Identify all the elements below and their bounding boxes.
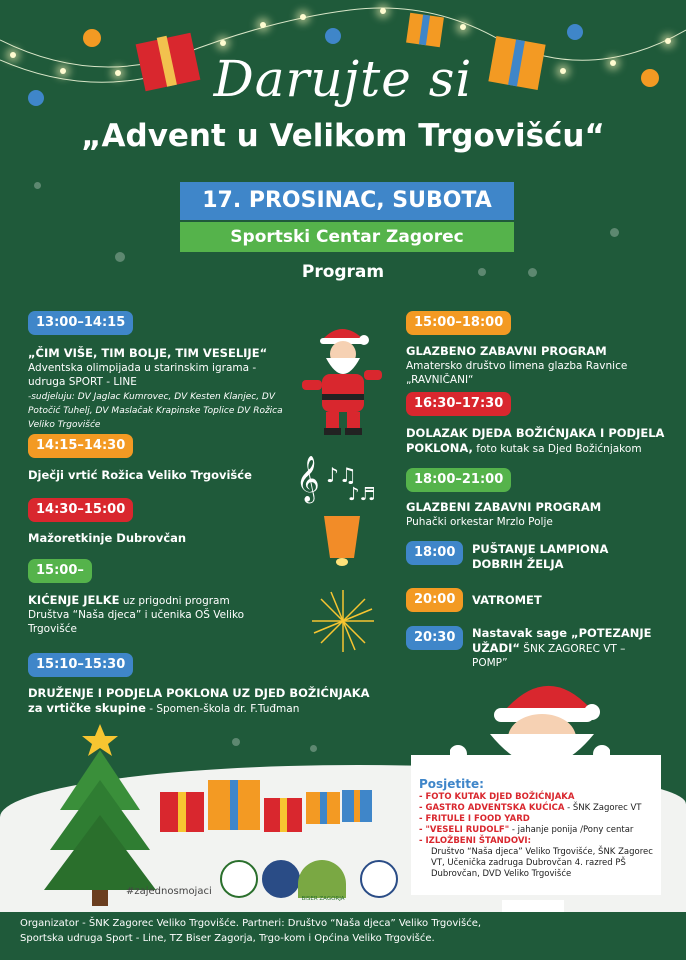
event-title: GLAZBENI ZABAVNI PROGRAM [406, 500, 602, 514]
hashtag: #zajednosmojaci [126, 886, 212, 897]
event-title: Dječji vrtić Rožica Veliko Trgovišće [28, 468, 252, 482]
event-title: Mažoretkinje Dubrovčan [28, 531, 187, 545]
event-desc: foto kutak sa Djed Božićnjakom [472, 443, 642, 455]
event-item [472, 542, 622, 572]
time-badge: 13:00–14:15 [28, 311, 133, 335]
gifts-icon [160, 772, 375, 842]
event-item [28, 593, 258, 636]
event-item [28, 346, 290, 431]
ornament-icon [567, 24, 583, 40]
time-badge: 18:00–21:00 [406, 468, 511, 492]
event-item [406, 344, 668, 387]
visit-heading: Posjetite: [419, 777, 484, 791]
logo-caption: BISER ZAGORJA [301, 896, 345, 902]
santa-icon [292, 318, 392, 440]
stands-list: Društvo “Naša djeca” Veliko Trgovišće, ŠNK Zagorec VT, Učenička zadruga Dubrovčan 4. razred PŠ Dubrovčan, DVD Veliko Trgovišće [431, 847, 653, 879]
event-desc: ŠNK ZAGOREC VT – POMP” [472, 643, 626, 669]
event-item [406, 426, 668, 456]
footer-line: Organizator - ŠNK Zagorec Veliko Trgovišće. Partneri: Društvo “Naša djeca” Veliko Trgovišće, [20, 918, 482, 929]
event-title: DRUŽENJE I PODJELA POKLONA UZ DJED BOŽIĆNJAKA za vrtičke skupine [28, 686, 370, 715]
list-item: - "VESELI RUDOLF" - jahanje ponija /Pony centar [419, 825, 634, 835]
time-badge: 20:30 [406, 626, 463, 650]
municipality-logo [262, 860, 300, 898]
list-item: - IZLOŽBENI ŠTANDOVI: [419, 836, 531, 846]
event-item [472, 626, 662, 670]
event-title: DOLAZAK DJEDA BOŽIĆNJAKA I PODJELA POKLONA, [406, 426, 665, 455]
time-badge: 15:10–15:30 [28, 653, 133, 677]
firework-icon [310, 588, 376, 654]
list-item: - FOTO KUTAK DJED BOŽIĆNJAKA [419, 792, 575, 802]
svg-text:♪♬: ♪♬ [348, 484, 376, 504]
event-desc: Adventska olimpijada u starinskim igrama - udruga SPORT - LINE [28, 362, 257, 388]
event-title: PUŠTANJE LAMPIONA DOBRIH ŽELJA [472, 542, 609, 571]
event-date: 17. PROSINAC, SUBOTA [180, 182, 514, 220]
event-title: VATROMET [472, 593, 542, 607]
event-desc: Amatersko društvo limena glazba Ravnice „RAVNIČANI“ [406, 360, 628, 386]
time-badge: 20:00 [406, 588, 463, 612]
event-venue: Sportski Centar Zagorec [180, 222, 514, 252]
list-item: - GASTRO ADVENTSKA KUĆICA - ŠNK Zagorec VT [419, 803, 642, 813]
event-desc: - Spomen-škola dr. F.Tuđman [145, 703, 300, 715]
event-desc: Puhački orkestar Mrzlo Polje [406, 516, 553, 528]
event-title: Nastavak sage „POTEZANJE UŽADI“ [472, 626, 652, 655]
event-item [28, 531, 290, 546]
event-item [28, 468, 290, 483]
event-title: „ČIM VIŠE, TIM BOLJE, TIM VESELIJE“ [28, 346, 268, 360]
santa-icon [450, 668, 610, 768]
time-badge: 14:15–14:30 [28, 434, 133, 458]
music-notes-icon [296, 452, 386, 504]
ornament-icon [83, 29, 101, 47]
club-logo [220, 860, 258, 898]
christmas-tree-icon [40, 720, 160, 910]
footer [0, 912, 686, 960]
event-note: -sudjeluju: DV Jaglac Kumrovec, DV Kesten Klanjec, DV Potočić Tuhelj, DV Maslačak Krapinske Toplice DV Rožica Veliko Trgovišće [28, 392, 283, 430]
script-title: Darujte si [213, 50, 473, 108]
time-badge: 16:30–17:30 [406, 392, 511, 416]
event-item [472, 593, 622, 608]
association-logo [360, 860, 398, 898]
svg-text:♪♫: ♪♫ [326, 463, 357, 487]
footer-line: Sportska udruga Sport - Line, TZ Biser Zagorja, Trgo-kom i Općina Veliko Trgovišće. [20, 933, 435, 944]
time-badge: 18:00 [406, 541, 463, 565]
visit-box [411, 755, 661, 895]
list-item: - FRITULE I FOOD YARD [419, 814, 530, 824]
time-badge: 14:30–15:00 [28, 498, 133, 522]
event-desc: uz prigodni program Društva “Naša djeca” i učenika OŠ Veliko Trgovišće [28, 595, 245, 635]
time-badge: 15:00– [28, 559, 92, 583]
event-title: GLAZBENO ZABAVNI PROGRAM [406, 344, 607, 358]
gift-icon [406, 13, 444, 47]
event-item [28, 686, 378, 716]
event-item [406, 500, 668, 529]
ornament-icon [325, 28, 341, 44]
event-title: KIĆENJE JELKE [28, 593, 120, 607]
lantern-icon [318, 512, 366, 574]
svg-text:𝄞: 𝄞 [296, 456, 320, 502]
program-label: Program [301, 262, 385, 282]
time-badge: 15:00–18:00 [406, 311, 511, 335]
main-title: „Advent u Velikom Trgovišću“ [81, 118, 605, 154]
